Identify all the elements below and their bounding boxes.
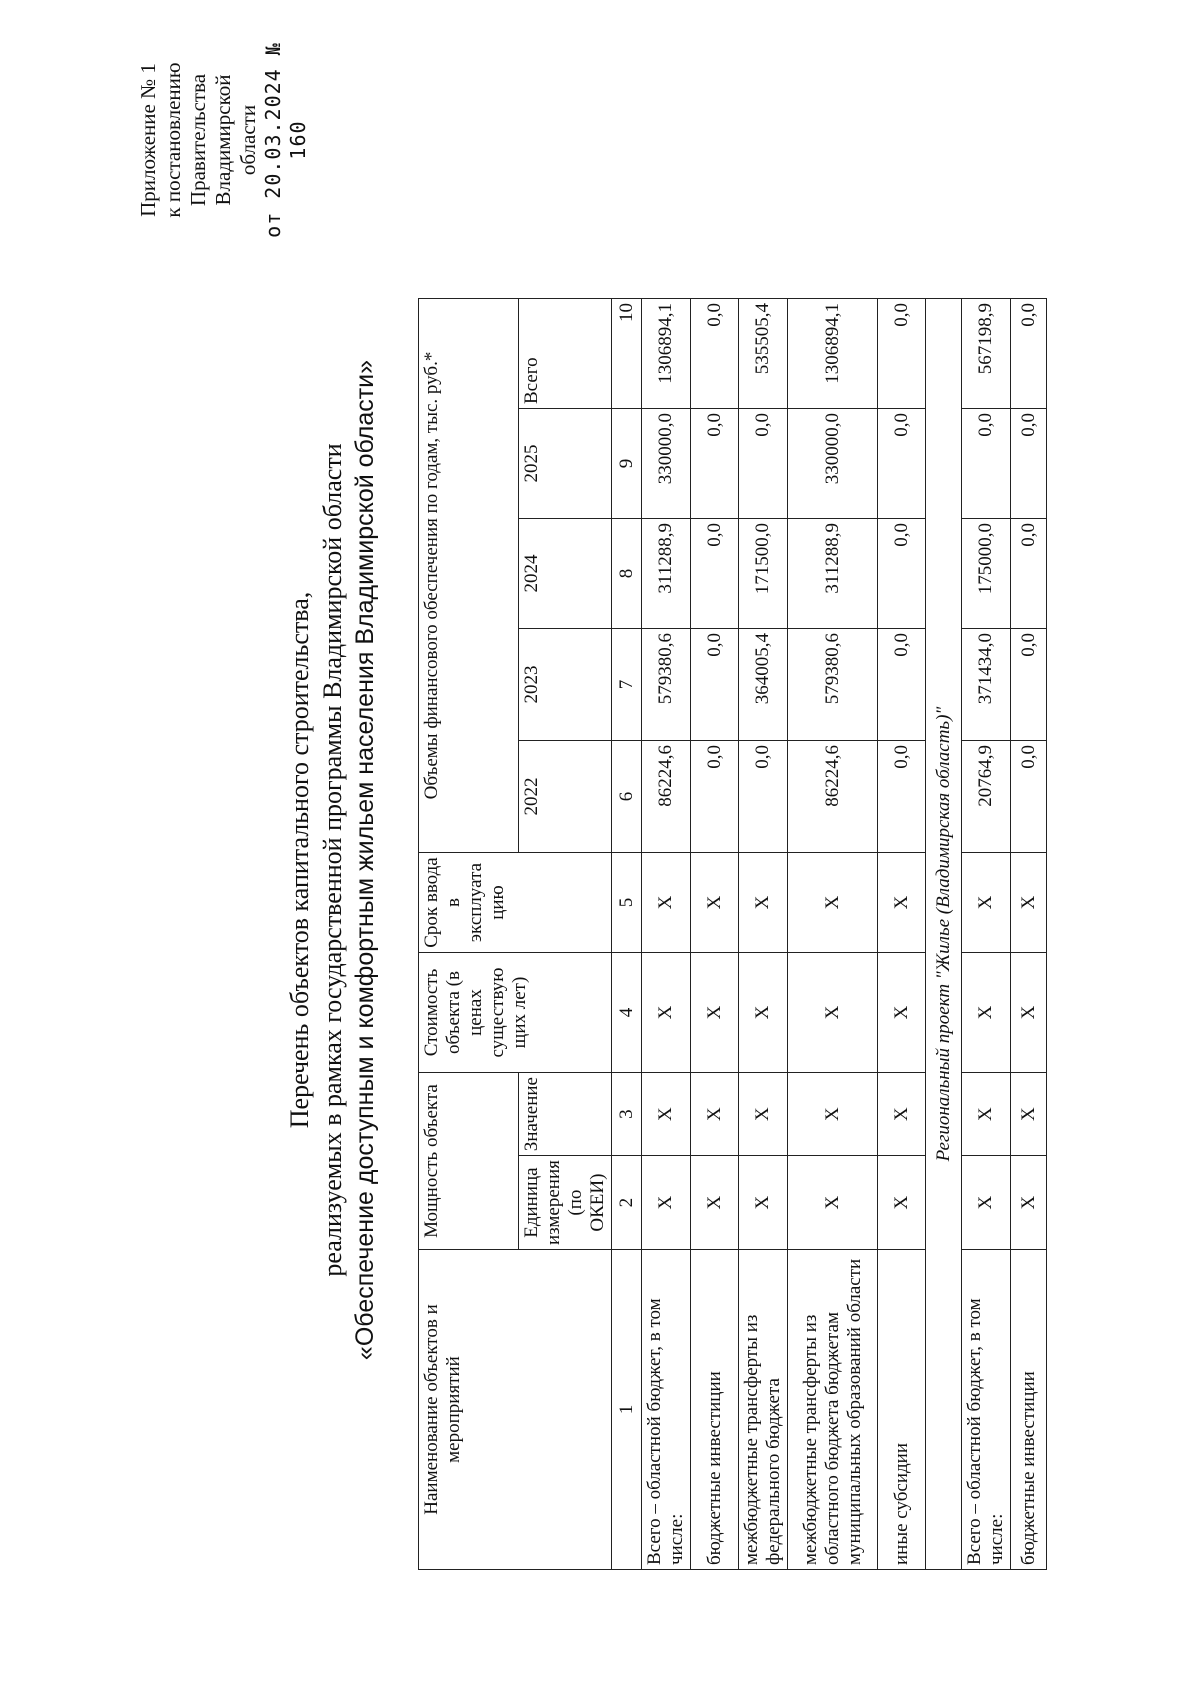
capital-construction-table — [418, 298, 1047, 1570]
row-2025: 0,0 — [962, 409, 1011, 519]
header-capacity: Мощность объекта — [419, 1073, 519, 1250]
row-2024: 0,0 — [878, 519, 926, 629]
row-2022: 86224,6 — [642, 741, 691, 853]
row-total: 0,0 — [1011, 299, 1047, 409]
column-number: 3 — [612, 1073, 642, 1156]
row-2022: 86224,6 — [788, 741, 878, 853]
row-2023: 579380,6 — [788, 629, 878, 741]
row-unit: Х — [739, 1156, 788, 1250]
title-line-2: реализуемых в рамках государственной программы Владимирской области — [318, 443, 347, 1277]
header-year-2023: 2023 — [519, 629, 612, 741]
header-name: Наименование объектов и мероприятий — [419, 1250, 612, 1570]
row-2023: 0,0 — [691, 629, 739, 741]
row-cost: Х — [691, 953, 739, 1073]
row-2024: 311288,9 — [788, 519, 878, 629]
row-2025: 0,0 — [878, 409, 926, 519]
header-year-2024: 2024 — [519, 519, 612, 629]
header-term: Срок ввода в эксплуата цию — [419, 853, 612, 953]
appendix-line-2: к постановлению Правительства — [161, 62, 210, 218]
row-cost: Х — [788, 953, 878, 1073]
row-value: Х — [691, 1073, 739, 1156]
row-unit: Х — [1011, 1156, 1047, 1250]
row-2025: 330000,0 — [642, 409, 691, 519]
row-name: Всего – областной бюджет, в том числе: — [642, 1250, 691, 1570]
table-row — [691, 299, 739, 1570]
header-year-2022: 2022 — [519, 741, 612, 853]
row-value: Х — [788, 1073, 878, 1156]
column-number: 7 — [612, 629, 642, 741]
row-value: Х — [642, 1073, 691, 1156]
column-number: 10 — [612, 299, 642, 409]
row-2023: 364005,4 — [739, 629, 788, 741]
column-number: 8 — [612, 519, 642, 629]
appendix-line-3: Владимирской области — [211, 74, 260, 206]
appendix-line-1: Приложение № 1 — [136, 63, 160, 217]
row-cost: Х — [962, 953, 1011, 1073]
section-title: Региональный проект "Жилье (Владимирская область)" — [926, 299, 962, 1570]
row-unit: Х — [878, 1156, 926, 1250]
row-cost: Х — [1011, 953, 1047, 1073]
row-cost: Х — [878, 953, 926, 1073]
document-title — [283, 240, 382, 1480]
row-cost: Х — [739, 953, 788, 1073]
row-total: 535505,4 — [739, 299, 788, 409]
header-total: Всего — [519, 299, 612, 409]
title-line-3: «Обеспечение доступным и комфортным жильем населения Владимирской области» — [351, 359, 379, 1361]
row-2023: 0,0 — [878, 629, 926, 741]
row-name: иные субсидии — [878, 1250, 926, 1570]
row-cost: Х — [642, 953, 691, 1073]
row-name: межбюджетные трансферты из федерального бюджета — [739, 1250, 788, 1570]
column-number: 4 — [612, 953, 642, 1073]
row-term: Х — [1011, 853, 1047, 953]
row-term: Х — [739, 853, 788, 953]
column-number: 5 — [612, 853, 642, 953]
row-2025: 330000,0 — [788, 409, 878, 519]
row-total: 567198,9 — [962, 299, 1011, 409]
row-value: Х — [1011, 1073, 1047, 1156]
column-number: 6 — [612, 741, 642, 853]
table-row — [962, 299, 1011, 1570]
header-cost: Стоимость объекта (в ценах существую щих лет) — [419, 953, 612, 1073]
appendix-date-line: от 20.03.2024 № 160 — [261, 42, 310, 238]
row-2023: 0,0 — [1011, 629, 1047, 741]
row-unit: Х — [788, 1156, 878, 1250]
column-number: 1 — [612, 1250, 642, 1570]
row-name: бюджетные инвестиции — [1011, 1250, 1047, 1570]
row-name: межбюджетные трансферты из областного бюджета бюджетам муниципальных образований области — [788, 1250, 878, 1570]
row-2024: 0,0 — [1011, 519, 1047, 629]
row-2022: 0,0 — [1011, 741, 1047, 853]
row-2024: 311288,9 — [642, 519, 691, 629]
header-year-2025: 2025 — [519, 409, 612, 519]
row-total: 0,0 — [878, 299, 926, 409]
row-2022: 0,0 — [691, 741, 739, 853]
row-2024: 0,0 — [691, 519, 739, 629]
row-value: Х — [878, 1073, 926, 1156]
table-row — [788, 299, 878, 1570]
row-2022: 20764,9 — [962, 741, 1011, 853]
table-row — [739, 299, 788, 1570]
row-term: Х — [878, 853, 926, 953]
title-line-1: Перечень объектов капитального строительства, — [285, 591, 314, 1129]
row-2023: 371434,0 — [962, 629, 1011, 741]
row-2025: 0,0 — [691, 409, 739, 519]
row-term: Х — [691, 853, 739, 953]
table-row — [642, 299, 691, 1570]
row-2024: 171500,0 — [739, 519, 788, 629]
row-2025: 0,0 — [1011, 409, 1047, 519]
row-2024: 175000,0 — [962, 519, 1011, 629]
row-unit: Х — [962, 1156, 1011, 1250]
table-row — [878, 299, 926, 1570]
header-funding: Объемы финансового обеспечения по годам, тыс. руб.* — [419, 299, 519, 853]
row-2023: 579380,6 — [642, 629, 691, 741]
row-value: Х — [962, 1073, 1011, 1156]
row-total: 1306894,1 — [642, 299, 691, 409]
row-2025: 0,0 — [739, 409, 788, 519]
row-term: Х — [962, 853, 1011, 953]
row-term: Х — [642, 853, 691, 953]
row-unit: Х — [691, 1156, 739, 1250]
header-unit: Единица измерения (по ОКЕИ) — [519, 1156, 612, 1250]
row-2022: 0,0 — [739, 741, 788, 853]
column-number: 9 — [612, 409, 642, 519]
row-2022: 0,0 — [878, 741, 926, 853]
column-numbers-row — [612, 299, 642, 1570]
row-name: бюджетные инвестиции — [691, 1250, 739, 1570]
table-row — [1011, 299, 1047, 1570]
row-name: Всего – областной бюджет, в том числе: — [962, 1250, 1011, 1570]
section-row — [926, 299, 962, 1570]
row-value: Х — [739, 1073, 788, 1156]
header-value: Значение — [519, 1073, 612, 1156]
appendix-header — [136, 40, 311, 240]
row-term: Х — [788, 853, 878, 953]
row-total: 0,0 — [691, 299, 739, 409]
row-total: 1306894,1 — [788, 299, 878, 409]
row-unit: Х — [642, 1156, 691, 1250]
column-number: 2 — [612, 1156, 642, 1250]
document-page — [28, 40, 1200, 1680]
